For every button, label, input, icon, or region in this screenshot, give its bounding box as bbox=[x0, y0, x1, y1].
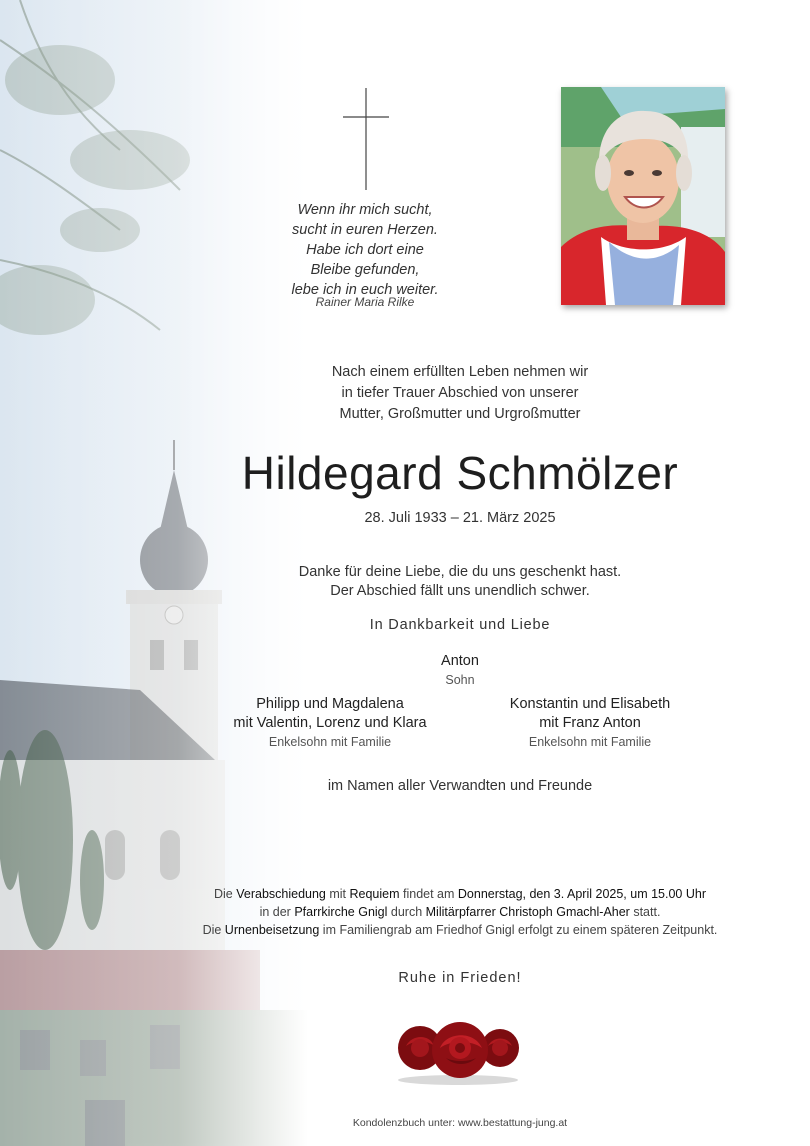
mourner-relation: Enkelsohn mit Familie bbox=[528, 735, 652, 749]
mourner-relation: Enkelsohn mit Familie bbox=[268, 735, 392, 749]
mourner-name: mit Valentin, Lorenz und Klara bbox=[233, 715, 427, 731]
mourner-name: Konstantin und Elisabeth bbox=[509, 696, 671, 712]
poem bbox=[230, 200, 500, 300]
deceased-name: Hildegard Schmölzer bbox=[241, 447, 679, 499]
poem-line: Habe ich dort eine bbox=[306, 242, 424, 258]
intro-line: Nach einem erfüllten Leben nehmen wir bbox=[331, 364, 589, 380]
poem-author: Rainer Maria Rilke bbox=[315, 295, 415, 309]
poem-line: lebe ich in euch weiter. bbox=[291, 282, 439, 298]
mourner-name: mit Franz Anton bbox=[539, 715, 641, 731]
poem-line: sucht in euren Herzen. bbox=[292, 222, 438, 238]
portrait-photo bbox=[561, 87, 725, 305]
mourner-name: Anton bbox=[441, 653, 479, 669]
rest-in-peace: Ruhe in Frieden! bbox=[398, 970, 522, 986]
relatives-line: im Namen aller Verwandten und Freunde bbox=[327, 778, 593, 794]
service-line-2: in der Pfarrkirche Gnigl durch Militärpfarrer Christoph Gmachl-Aher statt. bbox=[259, 905, 661, 919]
service-line-3: Die Urnenbeisetzung im Familiengrab am Friedhof Gnigl erfolgt zu einem späteren Zeitpunkt. bbox=[202, 923, 718, 937]
thanks-text bbox=[210, 563, 710, 601]
poem-line: Bleibe gefunden, bbox=[310, 262, 420, 278]
intro-line: in tiefer Trauer Abschied von unserer bbox=[341, 385, 579, 401]
cross-icon bbox=[341, 88, 391, 190]
mourner-name: Philipp und Magdalena bbox=[256, 696, 404, 712]
service-info bbox=[120, 885, 800, 939]
intro-text bbox=[250, 362, 670, 425]
gratitude-heading: In Dankbarkeit und Liebe bbox=[369, 617, 551, 633]
thanks-line: Der Abschied fällt uns unendlich schwer. bbox=[330, 583, 590, 599]
intro-line: Mutter, Großmutter und Urgroßmutter bbox=[339, 406, 581, 422]
poem-line: Wenn ihr mich sucht, bbox=[297, 202, 433, 218]
mourner-family-left bbox=[180, 695, 480, 752]
roses-image bbox=[388, 1008, 528, 1086]
service-line-1: Die Verabschiedung mit Requiem findet am Donnerstag, den 3. April 2025, um 15.00 Uhr bbox=[214, 887, 706, 901]
mourner-son bbox=[360, 652, 560, 690]
mourner-family-right bbox=[440, 695, 740, 752]
condolence-book-link[interactable]: Kondolenzbuch unter: www.bestattung-jung.at bbox=[352, 1117, 568, 1129]
mourner-relation: Sohn bbox=[445, 673, 475, 687]
thanks-line: Danke für deine Liebe, die du uns geschenkt hast. bbox=[298, 564, 622, 580]
life-dates: 28. Juli 1933 – 21. März 2025 bbox=[364, 510, 556, 526]
